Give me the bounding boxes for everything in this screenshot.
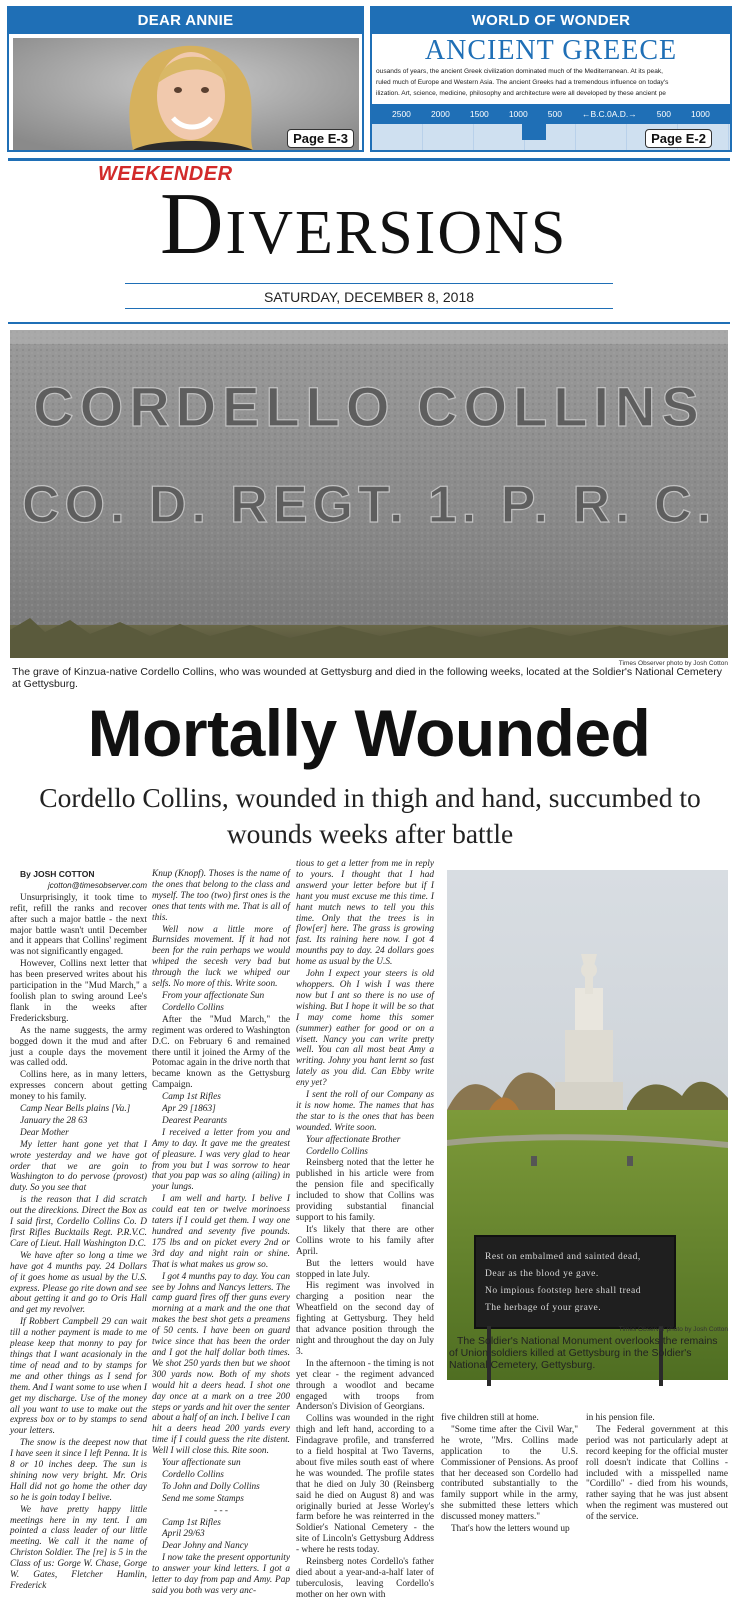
article-column-2 (152, 869, 291, 1596)
article-paragraph: Dearest Pearants (162, 1115, 227, 1126)
article-paragraph: But the letters would have stopped in late July. (296, 1258, 434, 1280)
article-paragraph: Reinsberg noted that the letter he published in his article were from the pension file and specifically included to show that Collins was providing substantial financial support to his family. (296, 1158, 434, 1223)
article-paragraph: January the 28 63 (20, 1115, 88, 1126)
article-paragraph: Well now a little more of Burnsides movement. If it had not been for the rain perhaps we would whiped the secesh very bad but through the luck we whiped our selfs. No more of this. Write soon. (152, 924, 290, 990)
stone-inscription: CORDELLO COLLINS (33, 375, 705, 438)
divider (125, 308, 613, 309)
article-paragraph: in his pension file. (586, 1413, 655, 1423)
article-paragraph: As the name suggests, the army bogged down it the mud and after just a couple days the movement was called odd. (10, 1025, 147, 1069)
article-paragraph: Camp 1st Rifles (162, 1517, 221, 1528)
timeline-tick: 500 (547, 109, 562, 119)
article-paragraph: Knup (Knopf). Thoses is the name of the ones that belong to the class and myself. The too (two) first ones is the ones that tents with me. That is all of this. (152, 869, 290, 923)
article-paragraph: Unsurprisingly, it took time to refit, refill the ranks and recover after such a major battle - the next major battle wasn't until December and it appears that Collins' regiment was not significantly engaged. (10, 892, 147, 958)
divider (8, 322, 730, 324)
teaser-heading: WORLD OF WONDER (372, 8, 730, 34)
subheadline: Cordello Collins, wounded in thigh and hand, succumbed to wounds weeks after battle (39, 782, 701, 849)
teaser-text-line: ilization. Art, science, medicine, philosophy and architecture were all developed by these ancient pe (376, 90, 666, 97)
gravestone-photo (10, 330, 728, 658)
teaser-title: ANCIENT GREECE (424, 35, 678, 66)
page-reference[interactable]: Page E-2 (645, 129, 712, 148)
photo-caption: The Soldier's National Monument overlooks the remains of Union soldiers killed at Gettysburg in the Soldier's National Cemetery, Gettysburg. (449, 1335, 718, 1371)
section-title: Diversions (160, 176, 568, 273)
article-paragraph: Collins was wounded in the right thigh and left hand, according to a Findagrave profile, and transferred to a field hospital at Two Taverns, about five miles south east of where he was wounded. The profile states that he died on July 30 (Reinsberg said he died on August 8) and was originally buried at Jesse Worley's farm before he was reinterred in the Soldier's National Cemetery - the site of Lincoln's Gettysburg Address - where he rests today. (296, 1414, 434, 1556)
teaser-text-line: ousands of years, the ancient Greek civilization dominated much of the Mediterranean. At its peak, (376, 68, 663, 75)
article-paragraph: Camp Near Bells plains [Va.] (20, 1104, 131, 1115)
article-paragraph: I now take the present opportunity to answer your kind letters. I got a letter to day from pap and Amy. Pap said you both was very anc- (152, 1553, 290, 1596)
article-paragraph: We have pretty happy little meetings here in my tent. I am pointed a class leader of our little meeting. We call it the name of Christon Soldier. The [re] is 5 in the Class of us: Gorge W. Chase, Gorge W. Gates, Fletcher Hamlin, Frederick (10, 1504, 147, 1591)
article-paragraph: Cordello Collins (162, 1469, 224, 1480)
article-paragraph: It's likely that there are other Collins wrote to his family after April. (296, 1224, 434, 1257)
article-paragraph: However, Collins next letter that has been preserved writes about his participation in the "Mud March," a foolish plan to swing around Lee's flank in the weeks after Fredericksburg. (10, 959, 147, 1024)
article-paragraph: Apr 29 [1863] (162, 1104, 216, 1115)
article-paragraph: In the afternoon - the timing is not yet clear - the regiment advanced through a woodlot and became engaged with troops from Anderson's Division of Georgians. (296, 1358, 434, 1413)
divider (125, 283, 613, 284)
article-paragraph: Your affectionate Brother (306, 1134, 401, 1145)
teaser-text-line: ruled much of Europe and Western Asia. The ancient Greeks had a tremendous influence on today's (376, 79, 669, 86)
section-kicker: WEEKENDER (98, 163, 233, 185)
article-column-5 (586, 1413, 728, 1571)
timeline-tick: 2500 (392, 109, 411, 119)
article-paragraph: Cordello Collins (306, 1146, 368, 1157)
article-paragraph: His regiment was involved in charging a position near the Wheatfield on the second day of fighting at Gettysburg. They held that advance position through the night and throughout the day on July 3. (296, 1281, 434, 1357)
publication-date: SATURDAY, DECEMBER 8, 2018 (263, 289, 475, 305)
article-paragraph: five children still at home. (441, 1413, 539, 1423)
article-paragraph: "Some time after the Civil War," he wrote, "Mrs. Collins made application to the U.S. Commissioner of Pensions. As proof that her deceased son Cordello had contributed substantially to the family support while in the army, she submitted these letters which discussed money matters." (441, 1424, 578, 1523)
article-paragraph: From your affectionate Sun (162, 990, 265, 1001)
article-paragraph: That's how the letters wound up (451, 1524, 570, 1535)
article-paragraph: If Robbert Campbell 29 can wait till a nother payment is made to me please keep that monny to pay for things that I want acasionaly in the time of nead and to by stamps for me and other things as I send for them. And I want some to use when I get my discharge. Use of the money all you want to use to make out the express box or to by stamps to send your letters. (10, 1317, 147, 1437)
article-paragraph: The Federal government at this period was not particularly adept at record keeping for the official muster roll doesn't indicate that Collins - included with a misspelled name "Cordillo" - died from his wounds, rather saying that he was just absent when the regiment was mustered out of the service. (586, 1424, 728, 1523)
article-paragraph: Dear Mother (20, 1127, 69, 1138)
plaque-line: No impious footstep here shall tread (485, 1286, 641, 1296)
teaser-dear-annie[interactable] (7, 6, 364, 152)
photo-caption: The grave of Kinzua-native Cordello Collins, who was wounded at Gettysburg and died in the following weeks, located at the Soldier's National Cemetery at Gettysburg. (12, 666, 722, 690)
timeline-tick: 1000 (508, 109, 528, 119)
stone-inscription: CO. D. REGT. 1. P. R. C. (21, 476, 717, 534)
article-paragraph: We have after so long a time we have got 4 munths pay. 24 Dollars of it goes home as usual by the U.S. express. Please go rite down and see about getting it and go to Oris Hall and get my revolver. (10, 1250, 147, 1316)
article-paragraph: Reinsberg notes Cordello's father died about a year-and-a-half later of tuberculosis, leaving Cordello's mother on her own with (296, 1557, 434, 1600)
plaque-line: The herbage of your grave. (485, 1303, 602, 1313)
article-paragraph: Cordello Collins (162, 1002, 224, 1013)
plaque-line: Dear as the blood ye gave. (485, 1269, 599, 1279)
article-paragraph: tious to get a letter from me in reply to yours. I thought that I had answerd your letter before but if I hant you must excuse me this time. I hant mutch news to tell you this time. Only that the trees is in flow[er] here. The grass is growing fast. Its raining here now. I got 4 mounths pay to day. 24 dollars goes home as usual by the U.S. (296, 859, 434, 968)
timeline-bar (372, 104, 730, 124)
author-email[interactable]: jcotton@timesobserver.com (48, 880, 147, 890)
photo-credit: Times Observer photo by Josh Cotton (618, 660, 728, 667)
monument-photo (447, 870, 728, 1313)
article-paragraph: Collins here, as in many letters, expresses concern about getting money to his family. (10, 1070, 147, 1103)
article-paragraph: I got 4 munths pay to day. You can see by Johns and Nancys letters. The camp guard fires off ther guns every morning at a mark and the one that makes the best shot gets a preamens of 50 cents. I have been on guard twice since that has been the order and I got the half dollar both times. We shot 250 yards then but we shoot 300 yards now. Both of my shots would hit a deers head. I shot one day once at a mark on a tree 200 steps or yards and hit over the senter about a half of an inch. I belive I can hit a deers head 200 yards every time if I could guess the rite distent. Well I will close this. Rite soon. (152, 1271, 291, 1457)
teaser-world-of-wonder[interactable] (370, 6, 732, 152)
article-paragraph: April 29/63 (162, 1529, 205, 1540)
article-paragraph: Dear Johny and Nancy (162, 1541, 248, 1552)
timeline-tick: 1500 (469, 109, 489, 119)
article-paragraph: I am well and harty. I belive I could eat ten or twelve morinoess taters if I could get them. I way one hundred and seventy five pounds. 175 lbs and on picket every 2nd or 3rd day and night rain or shine. That is what makes us grow so. (152, 1194, 290, 1270)
article-paragraph: The snow is the deepest now that I have seen it since I left Penna. It is 8 or 10 inches deep. The sun is shining now very bright. Mr. Oris Hall did not go home the other day so he is goin today I belive. (10, 1438, 147, 1503)
page-reference[interactable]: Page E-3 (287, 129, 354, 148)
article-column-4 (441, 1413, 578, 1571)
plaque-line: Rest on embalmed and sainted dead, (485, 1252, 641, 1262)
timeline-tick: 1000 (690, 109, 710, 119)
article-paragraph: is the reason that I did scratch out the direckions. Direct the Box as I said first, Cordello Collins Co. D first Rifles Bucktails Regt. P.R.V.C. Care of Lieut. Hall Washington D.C. (10, 1195, 147, 1249)
article-paragraph: After the "Mud March," the regiment was ordered to Washington D.C. on February 6 and remained there until it joined the Army of the Potomac again in the drive north that became known as the Gettysburg Campaign. (152, 1014, 290, 1091)
article-paragraph: I sent the roll of our Company as it is now home. The names that has the star to is the ones that has been wounded. Write soon. (296, 1090, 434, 1133)
teaser-heading: DEAR ANNIE (9, 8, 362, 34)
article-paragraph: Camp 1st Rifles (162, 1092, 221, 1103)
timeline-tick: ←B.C.0A.D.→ (581, 109, 637, 119)
article-column-1 (10, 869, 147, 1591)
article-paragraph: To John and Dolly Collins (162, 1481, 260, 1492)
timeline-highlight (522, 124, 546, 140)
article-paragraph: Your affectionate sun (162, 1458, 241, 1469)
photo-credit: Times Observer photo by Josh Cotton (618, 1326, 728, 1333)
article-paragraph: John I expect your steers is old whoppers. Oh I wish I was there now but I ant so there is no use of wishing. But I hope it will be so that I may come home this somer (summer) eather for good or on a visett. Nancy you can write pretty well. You can all most beat Amy a writing. Johny you hant lernt so fast lately as you did. Can Ebby write eny yet? (296, 969, 434, 1089)
article-column-3 (296, 859, 434, 1600)
article-paragraph: - - - (214, 1505, 228, 1516)
timeline-tick: 500 (656, 109, 671, 119)
article-paragraph: My letter hant gone yet that I wrote yesterday and we have got order that we are goin to Washington to do pervose (provost) duty. So you see that (10, 1139, 147, 1194)
divider (8, 158, 730, 161)
article-paragraph: Send me some Stamps (162, 1493, 244, 1504)
headline[interactable]: Mortally Wounded (87, 696, 651, 770)
timeline-tick: 2000 (430, 109, 450, 119)
article-paragraph: I received a letter from you and Amy to day. It gave me the greatest of pleasure. I was very glad to hear from you but I was sorrow to hear that you pap was so aling (ailing) in your lungs. (152, 1127, 290, 1193)
byline: By JOSH COTTON (20, 869, 95, 879)
